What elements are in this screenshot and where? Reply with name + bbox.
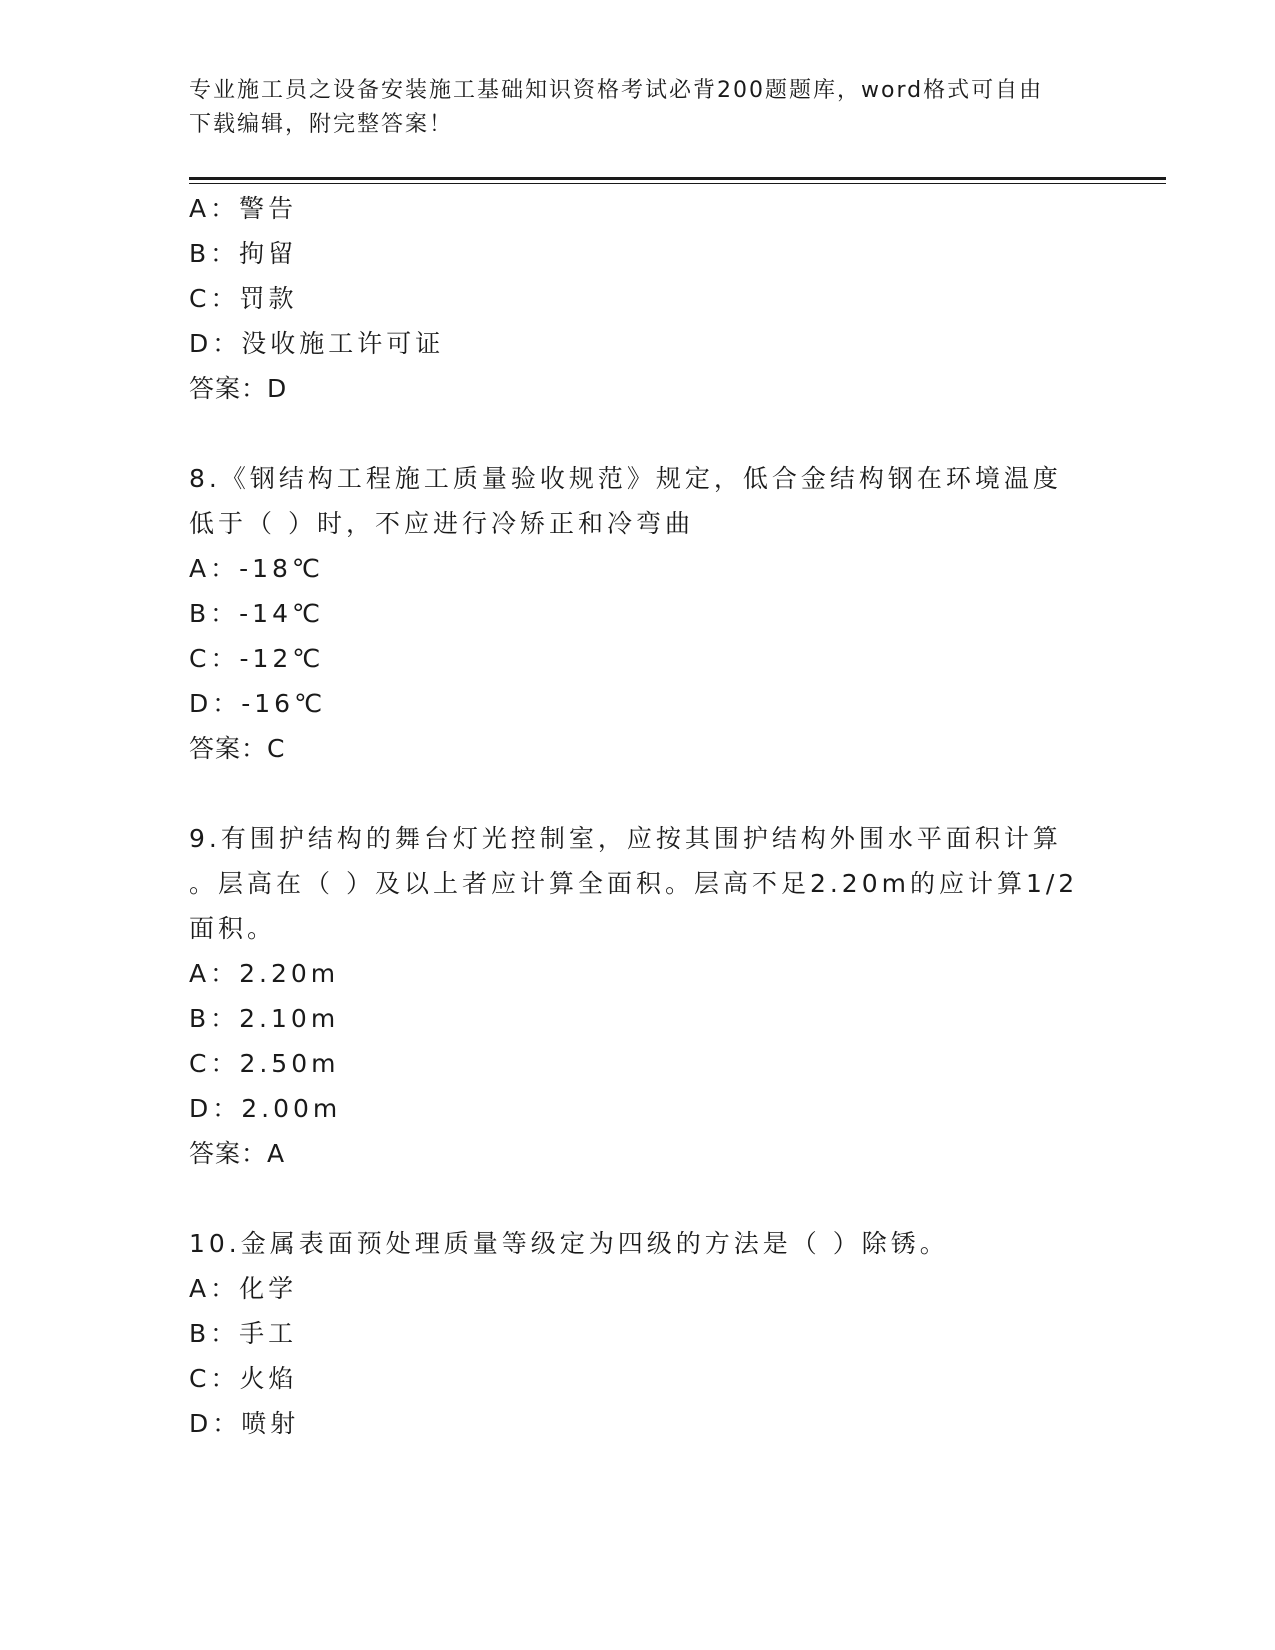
q9-answer: 答案：A: [189, 1139, 286, 1168]
q8-stem-line-1: 8.《钢结构工程施工质量验收规范》规定，低合金结构钢在环境温度: [189, 464, 1062, 493]
header-divider-thin: [189, 183, 1166, 184]
q9-option-d: D：2.00m: [189, 1094, 342, 1123]
q8-answer: 答案：C: [189, 734, 286, 763]
q10-stem-line-1: 10.金属表面预处理质量等级定为四级的方法是（ ）除锈。: [189, 1229, 949, 1258]
q7-option-b: B：拘留: [189, 239, 298, 268]
q8-option-d: D：-16℃: [189, 689, 327, 718]
header-divider-thick: [189, 177, 1166, 180]
q7-option-a: A：警告: [189, 194, 298, 223]
q8-option-a: A：-18℃: [189, 554, 325, 583]
header-line-1: 专业施工员之设备安装施工基础知识资格考试必背200题题库，word格式可自由: [189, 78, 1044, 103]
q8-option-c: C：-12℃: [189, 644, 325, 673]
q10-option-a: A：化学: [189, 1274, 298, 1303]
q9-stem-line-3: 面积。: [189, 914, 277, 943]
header-line-2: 下载编辑，附完整答案！: [189, 112, 454, 137]
q9-stem-line-2: 。层高在（ ）及以上者应计算全面积。层高不足2.20m的应计算1/2: [189, 869, 1079, 898]
q10-option-b: B：手工: [189, 1319, 298, 1348]
q9-option-c: C：2.50m: [189, 1049, 340, 1078]
q9-option-b: B：2.10m: [189, 1004, 340, 1033]
q8-option-b: B：-14℃: [189, 599, 325, 628]
q9-option-a: A：2.20m: [189, 959, 340, 988]
q10-option-c: C：火焰: [189, 1364, 298, 1393]
q8-stem-line-2: 低于（ ）时，不应进行冷矫正和冷弯曲: [189, 509, 694, 538]
q9-stem-line-1: 9.有围护结构的舞台灯光控制室，应按其围护结构外围水平面积计算: [189, 824, 1062, 853]
q7-option-c: C：罚款: [189, 284, 298, 313]
q7-option-d: D：没收施工许可证: [189, 329, 445, 358]
q7-answer: 答案：D: [189, 374, 288, 403]
q10-option-d: D：喷射: [189, 1409, 300, 1438]
document-header: [189, 74, 1089, 142]
